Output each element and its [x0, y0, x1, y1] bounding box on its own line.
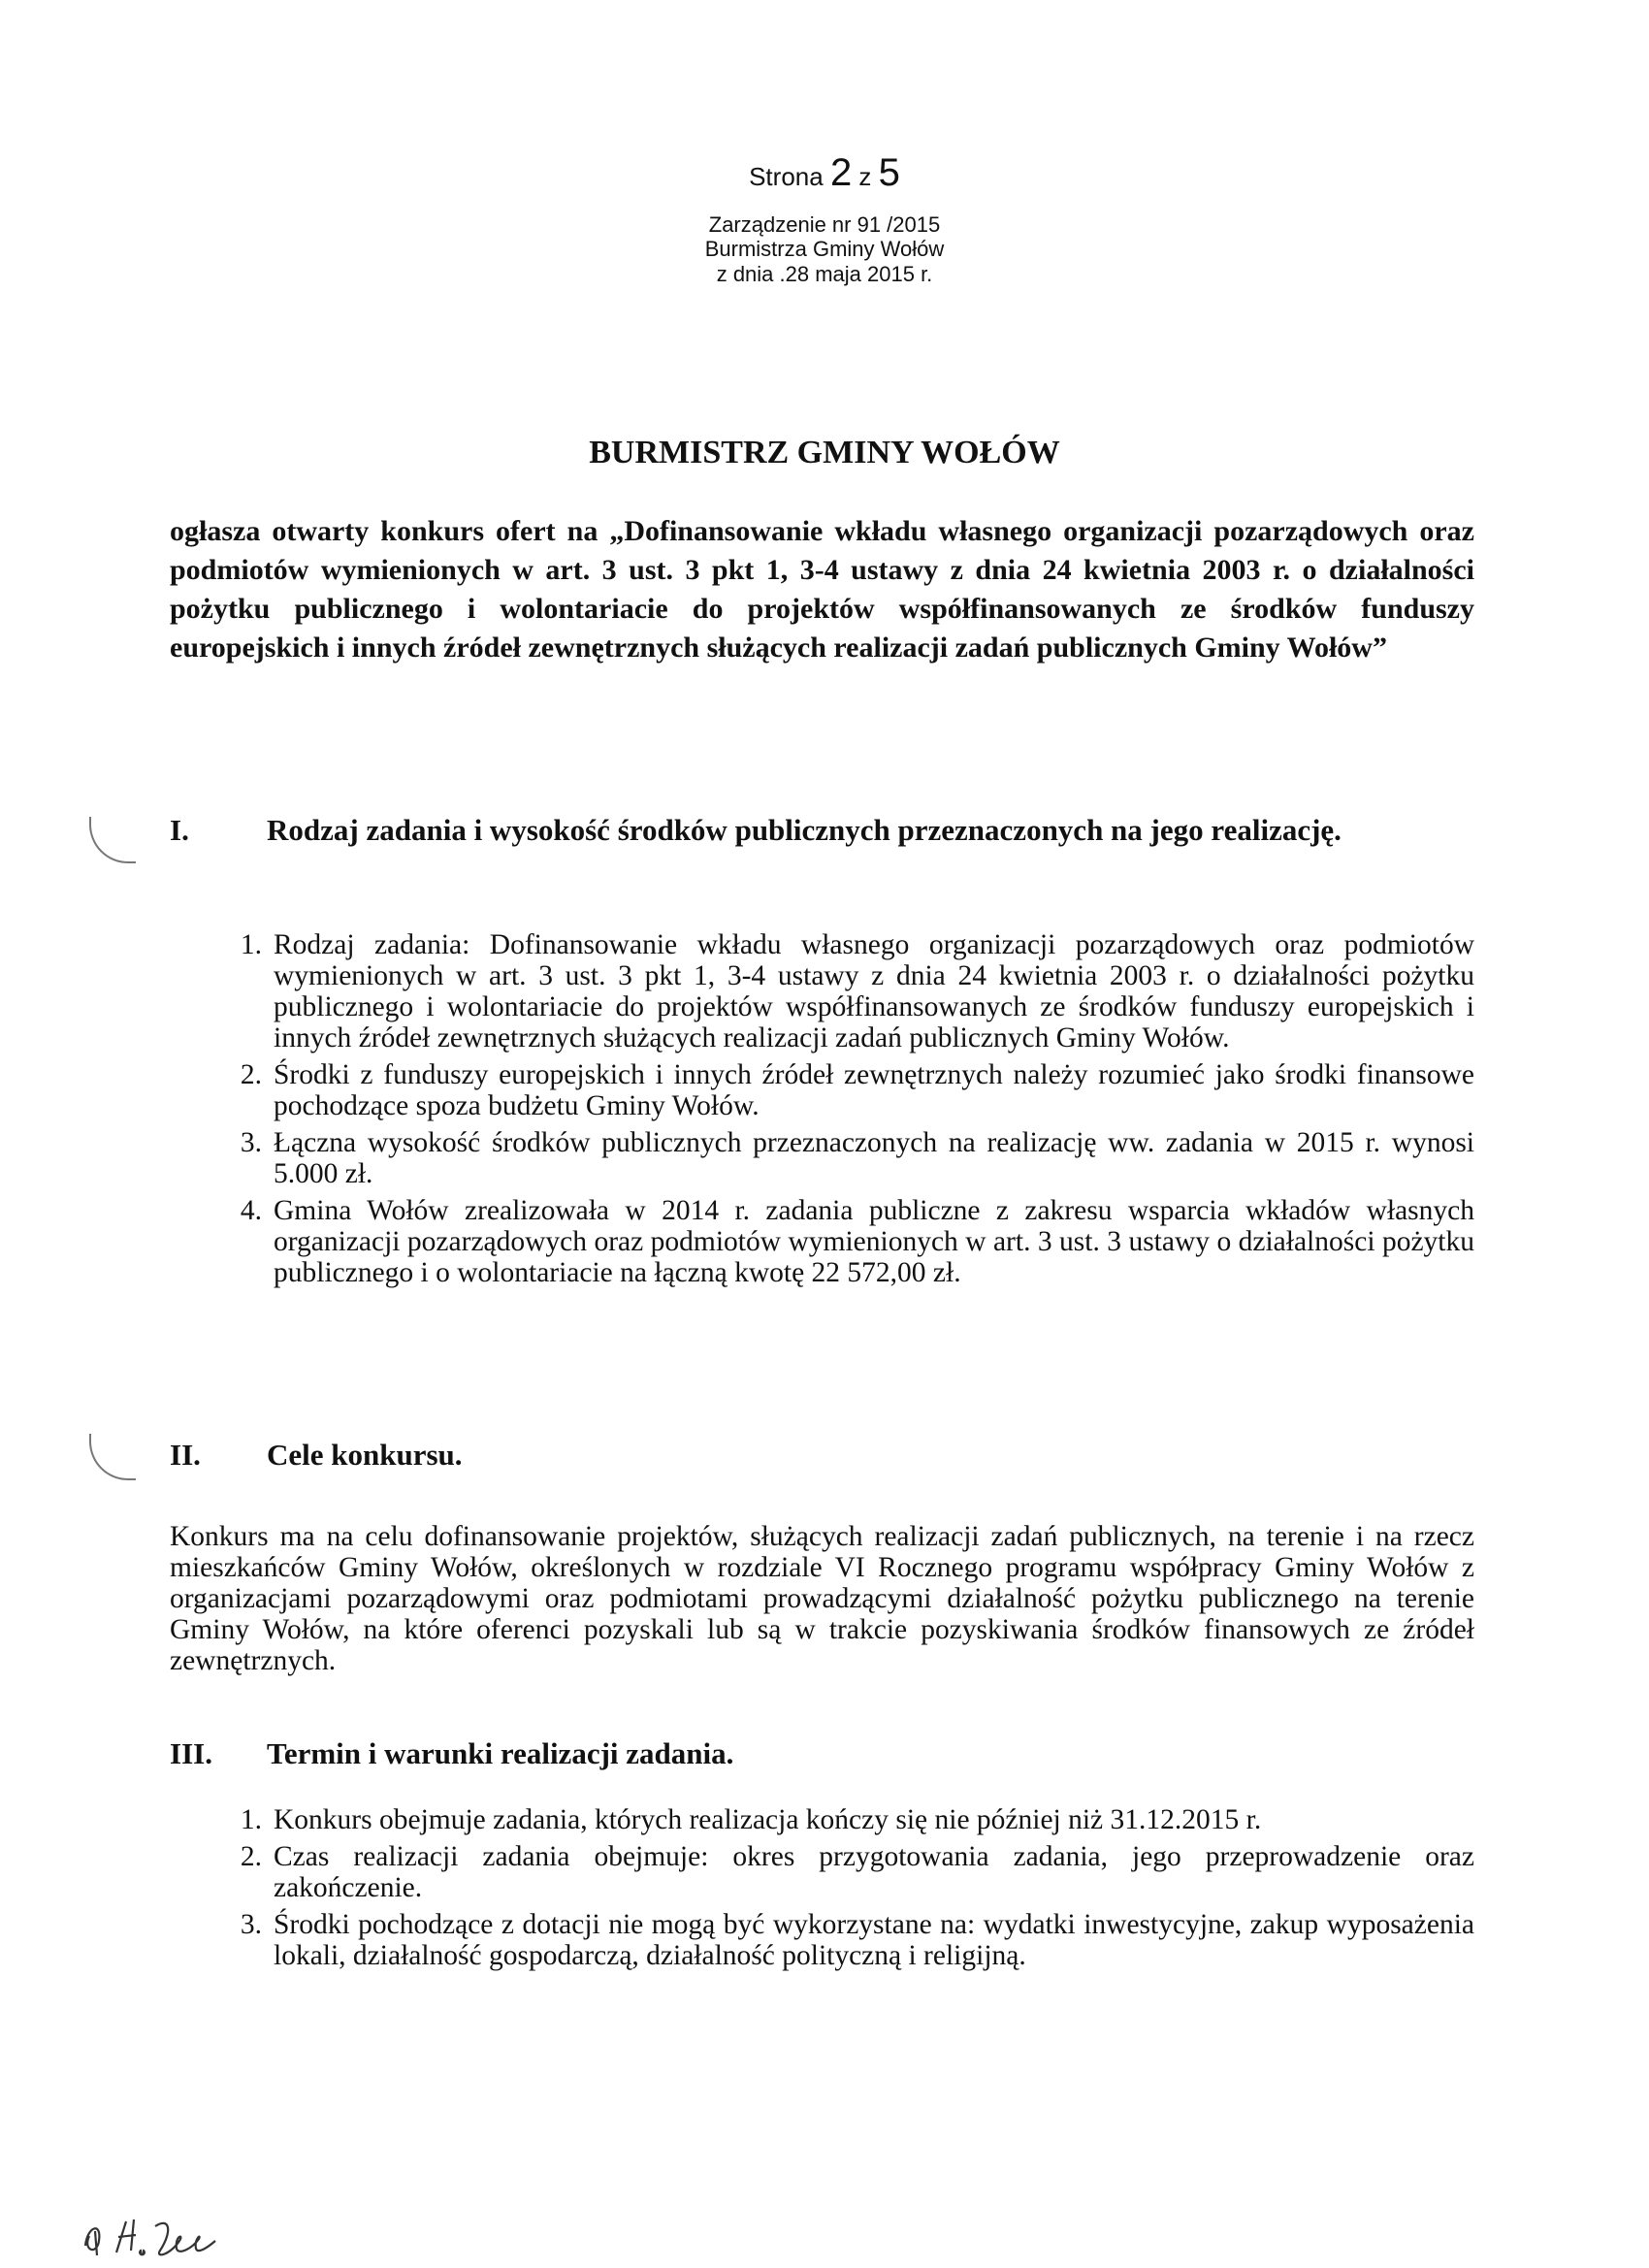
list-item-text: Rodzaj zadania: Dofinansowanie wkładu własnego organizacji pozarządowych oraz podmiotów wymienionych w art. 3 ust. 3 pkt 1, 3-4 ustawy z dnia 24 kwietnia 2003 r. o działalności pożytku publicznego i wolontariacie do projektów współfinansowanych ze środków funduszy europejskich i innych źródeł zewnętrznych służących realizacji zadań publicznych Gminy Wołów.: [274, 929, 1474, 1053]
list-item-text: Środki pochodzące z dotacji nie mogą być wykorzystane na: wydatki inwestycyjne, zakup wyposażenia lokali, działalność gospodarczą, działalność polityczną i religijną.: [274, 1909, 1474, 1971]
section-title: Termin i warunki realizacji zadania.: [267, 1736, 734, 1770]
decree-date: z dnia .28 maja 2015 r.: [716, 261, 933, 286]
handwritten-signature: [78, 2202, 223, 2260]
list-item-text: Konkurs obejmuje zadania, których realizacja kończy się nie później niż 31.12.2015 r.: [274, 1804, 1262, 1835]
punch-hole-mark: [89, 817, 136, 863]
list-item-number: 4.: [240, 1195, 262, 1226]
list-item-text: Środki z funduszy europejskich i innych źródeł zewnętrznych należy rozumieć jako środki finansowe pochodzące spoza budżetu Gminy Wołów.: [274, 1059, 1474, 1121]
list-item: [209, 1127, 1474, 1189]
list-item: [209, 1909, 1474, 1971]
section-heading-3: [170, 1736, 1474, 1771]
list-item-number: 3.: [240, 1127, 262, 1158]
list-item-number: 1.: [240, 929, 262, 960]
section-number: III.: [170, 1736, 212, 1770]
section-1-list: [209, 929, 1474, 1294]
section-heading-1: [170, 813, 1474, 848]
section-3-list: [209, 1804, 1474, 1977]
section-title: Cele konkursu.: [267, 1438, 463, 1472]
list-item-number: 3.: [240, 1909, 262, 1940]
list-item: [209, 1804, 1474, 1835]
page-header: [0, 150, 1649, 286]
section-number: II.: [170, 1438, 201, 1472]
section-number: I.: [170, 813, 189, 847]
section-heading-2: [170, 1438, 1474, 1473]
decree-info: [0, 212, 1649, 286]
punch-hole-mark: [89, 1434, 136, 1480]
page-current: 2: [829, 151, 853, 194]
list-item-text: Czas realizacji zadania obejmuje: okres przygotowania zadania, jego przeprowadzenie oraz zakończenie.: [274, 1841, 1474, 1903]
list-item: [209, 1195, 1474, 1288]
page-of: z: [858, 162, 872, 191]
section-2-paragraph: Konkurs ma na celu dofinansowanie projektów, służących realizacji zadań publicznych, na terenie i na rzecz mieszkańców Gminy Wołów, określonych w rozdziale VI Rocznego programu współpracy Gminy Wołów z organizacjami pozarządowymi oraz podmiotami prowadzącymi działalność pożytku publicznego na terenie Gminy Wołów, na które oferenci pozyskali lub są w trakcie pozyskiwania środków finansowych ze źródeł zewnętrznych.: [170, 1521, 1474, 1676]
document-title: BURMISTRZ GMINY WOŁÓW: [589, 435, 1060, 470]
decree-number: Zarządzenie nr 91 /2015: [708, 212, 941, 237]
list-item-number: 1.: [240, 1804, 262, 1835]
section-title: Rodzaj zadania i wysokość środków publicznych przeznaczonych na jego realizację.: [267, 813, 1342, 847]
list-item: [209, 929, 1474, 1053]
list-item: [209, 1059, 1474, 1121]
list-item-text: Łączna wysokość środków publicznych przeznaczonych na realizację ww. zadania w 2015 r. wynosi 5.000 zł.: [274, 1127, 1474, 1189]
page-number: [0, 150, 1649, 195]
list-item-text: Gmina Wołów zrealizowała w 2014 r. zadania publiczne z zakresu wsparcia wkładów własnych organizacji pozarządowych oraz podmiotów wymienionych w art. 3 ust. 3 ustawy o działalności pożytku publicznego i o wolontariacie na łączną kwotę 22 572,00 zł.: [274, 1195, 1474, 1288]
announcement-intro: ogłasza otwarty konkurs ofert na „Dofinansowanie wkładu własnego organizacji pozarządowych oraz podmiotów wymienionych w art. 3 ust. 3 pkt 1, 3-4 ustawy z dnia 24 kwietnia 2003 r. o działalności pożytku publicznego i wolontariacie do projektów współfinansowanych ze środków funduszy europejskich i innych źródeł zewnętrznych służących realizacji zadań publicznych Gminy Wołów”: [170, 515, 1474, 664]
decree-issuer: Burmistrza Gminy Wołów: [704, 237, 945, 262]
list-item-number: 2.: [240, 1841, 262, 1872]
list-item: [209, 1841, 1474, 1903]
page-label: Strona: [749, 162, 824, 191]
page-total: 5: [878, 151, 900, 194]
list-item-number: 2.: [240, 1059, 262, 1090]
